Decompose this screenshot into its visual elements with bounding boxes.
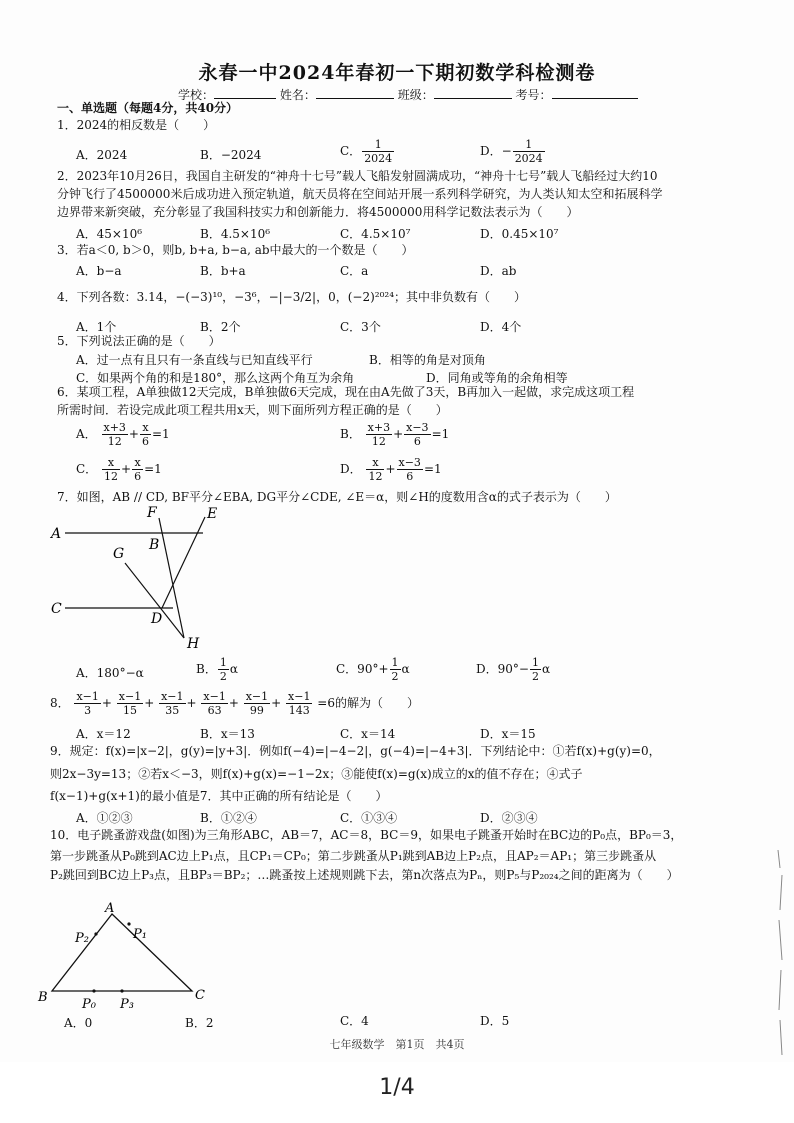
fraction-denominator: 12 <box>371 435 386 448</box>
fraction-numerator: x−1 <box>118 690 142 703</box>
line-fh <box>159 518 184 638</box>
q3-option-d: D．ab <box>480 264 517 278</box>
label-b: B <box>38 990 48 1005</box>
fraction-numerator: 1 <box>391 656 399 669</box>
fraction-denominator: 6 <box>413 435 421 448</box>
q1-option-d-label: D．− <box>480 144 512 158</box>
fraction-denominator: 6 <box>406 470 414 483</box>
q3-option-c: C．a <box>340 264 369 278</box>
q2-option-d: D．0.45×10⁷ <box>480 227 559 241</box>
fraction-numerator: x−1 <box>76 690 99 703</box>
equals-one: =1 <box>151 427 170 441</box>
q6-option-a-label: A． <box>76 427 97 441</box>
q8-rhs: =6的解为（ ） <box>317 696 419 710</box>
label-p1: P₁ <box>133 927 147 942</box>
fraction-denominator: 35 <box>165 704 180 717</box>
plus-sign: + <box>186 696 197 710</box>
q1-option-a: A．2024 <box>76 148 128 162</box>
plus-sign: + <box>121 462 132 476</box>
plus-sign: + <box>228 696 239 710</box>
q1-option-d <box>480 138 546 165</box>
q10-option-b: B．2 <box>185 1016 214 1030</box>
point-p1 <box>127 922 130 925</box>
q6-d-fraction-2 <box>397 456 423 483</box>
fraction-numerator: x+3 <box>367 421 391 434</box>
section-title: 一、单选题（每题4分，共40分） <box>57 101 239 115</box>
label-a: A <box>51 526 62 542</box>
name-label: 姓名： <box>279 88 316 102</box>
class-label: 班级： <box>397 88 434 102</box>
q10-figure <box>35 898 225 1013</box>
fraction-numerator: x <box>102 456 120 470</box>
alpha: α <box>229 662 238 676</box>
q9-option-d: D．②③④ <box>480 811 538 825</box>
plus-sign: + <box>101 696 112 710</box>
question-2-line-1: 2．2023年10月26日，我国自主研发的“神舟十七号”载人飞船发射圆满成功，“神舟十七号”载人飞船经过大约10 <box>57 169 658 183</box>
q8-term-6 <box>286 690 312 717</box>
fraction-numerator: 1 <box>219 656 227 669</box>
fraction-numerator: x−1 <box>245 690 269 703</box>
label-f: F <box>147 505 157 521</box>
q10-option-c: C．4 <box>340 1014 369 1028</box>
q6-c-fraction-2 <box>132 456 143 483</box>
q1-option-c-fraction <box>362 138 394 165</box>
label-g: G <box>113 546 125 562</box>
equals-one: =1 <box>423 462 442 476</box>
q9-option-b: B．①②④ <box>200 811 257 825</box>
label-e: E <box>207 506 218 522</box>
label-a: A <box>105 901 115 916</box>
q8-option-d: D．x＝15 <box>480 727 536 741</box>
fraction-denominator: 2 <box>219 670 227 683</box>
point-p3 <box>120 989 123 992</box>
q8-term-2 <box>117 690 143 717</box>
q6-option-a <box>76 421 170 448</box>
q5-option-d: D．同角或等角的余角相等 <box>426 371 568 385</box>
label-b: B <box>149 537 160 553</box>
q1-option-c <box>340 138 395 165</box>
q3-option-b: B．b+a <box>200 264 246 278</box>
class-blank <box>434 86 512 99</box>
label-p2: P₂ <box>75 931 89 946</box>
student-info-row <box>178 86 638 103</box>
q4-option-b: B．2个 <box>200 320 241 334</box>
q8-term-5 <box>244 690 270 717</box>
fraction-numerator: 1 <box>513 138 545 152</box>
fraction-denominator: 12 <box>104 470 119 483</box>
equals-one: =1 <box>431 427 450 441</box>
label-h: H <box>187 636 200 652</box>
question-5-stem: 5．下列说法正确的是（ ） <box>57 334 221 348</box>
half-fraction <box>218 656 229 683</box>
fraction-numerator: x−1 <box>161 690 184 703</box>
question-3-stem: 3．若a＜0, b＞0，则b, b+a, b−a, ab中最大的一个数是（ ） <box>57 243 414 257</box>
q1-option-c-label: C． <box>340 144 362 158</box>
q6-b-fraction-2 <box>404 421 430 448</box>
q6-option-d-label: D． <box>340 462 362 476</box>
point-p0 <box>92 989 95 992</box>
alpha: α <box>401 662 410 676</box>
fraction-numerator: x <box>132 456 143 470</box>
fraction-denominator: 143 <box>288 704 310 717</box>
question-1-stem: 1．2024的相反数是（ ） <box>57 118 216 132</box>
q6-option-b <box>340 421 449 448</box>
fraction-denominator: 6 <box>134 470 142 483</box>
q6-option-b-label: B． <box>340 427 361 441</box>
q6-option-d <box>340 456 442 483</box>
fraction-denominator: 63 <box>207 704 222 717</box>
q7-option-b <box>196 656 238 683</box>
q8-term-4 <box>201 690 227 717</box>
fraction-numerator: 1 <box>531 656 539 669</box>
scan-edge-marks <box>770 850 790 1060</box>
fraction-numerator: x−3 <box>398 456 421 469</box>
question-2-line-3: 边界带来新突破，充分彰显了我国科技实力和创新能力．将4500000用科学记数法表示为（ ） <box>57 205 579 219</box>
q2-option-a: A．45×10⁶ <box>76 227 143 241</box>
q3-option-a: A．b−a <box>76 264 122 278</box>
q4-option-c: C．3个 <box>340 320 381 334</box>
q1-option-d-fraction <box>513 138 545 165</box>
fraction-numerator: 1 <box>362 138 394 152</box>
fraction-denominator: 12 <box>107 435 122 448</box>
question-2-line-2: 分钟飞行了4500000米后成功进入预定轨道，航天员将在空间站开展一系列科学研究，为人类认知太空和拓展科学 <box>57 187 663 201</box>
plus-sign: + <box>393 427 404 441</box>
q9-option-c: C．①③④ <box>340 811 398 825</box>
question-10-line-3: P₂跳回到BC边上P₃点，且BP₃＝BP₂；…跳蚤按上述规则跳下去，第n次落点为Pₙ，则P₅与P₂₀₂₄之间的距离为（ ） <box>50 868 679 882</box>
fraction-numerator: x <box>366 456 384 470</box>
plus-sign: + <box>144 696 155 710</box>
q7-option-a: A．180°−α <box>76 666 144 680</box>
q6-option-c <box>76 456 162 483</box>
label-p3: P₃ <box>120 997 134 1012</box>
q10-option-d: D．5 <box>480 1014 510 1028</box>
school-label: 学校： <box>178 88 215 102</box>
q6-b-fraction-1 <box>366 421 392 448</box>
q7-option-b-label: B． <box>196 662 217 676</box>
fraction-denominator: 12 <box>368 470 383 483</box>
fraction-denominator: 3 <box>84 704 92 717</box>
q7-option-d <box>476 656 550 683</box>
q7-figure <box>45 505 245 655</box>
q5-option-a: A．过一点有且只有一条直线与已知直线平行 <box>76 353 313 367</box>
q8-option-c: C．x＝14 <box>340 727 396 741</box>
name-blank <box>316 86 394 99</box>
fraction-denominator: 2 <box>391 670 399 683</box>
question-9-line-2: 则2x−3y=13；②若x＜−3，则f(x)+g(x)=−1−2x；③能使f(x)=g(x)成立的x的值不存在；④式子 <box>50 767 583 781</box>
q8-term-1 <box>74 690 100 717</box>
q9-option-a: A．①②③ <box>76 811 133 825</box>
label-c: C <box>51 601 62 617</box>
label-p0: P₀ <box>82 997 96 1012</box>
fraction-numerator: x+3 <box>103 421 126 434</box>
fraction-numerator: x <box>140 421 151 435</box>
q5-option-b: B．相等的角是对顶角 <box>369 353 486 367</box>
point-p2 <box>94 932 97 935</box>
question-8-label: 8． <box>50 696 70 710</box>
q2-option-b: B．4.5×10⁶ <box>200 227 271 241</box>
fraction-denominator: 2 <box>531 670 539 683</box>
q6-option-c-label: C． <box>76 462 98 476</box>
page-footer: 七年级数学 第1页 共4页 <box>329 1038 465 1051</box>
q6-c-fraction-1 <box>102 456 120 483</box>
q8-option-b: B．x＝13 <box>200 727 255 741</box>
plus-sign: + <box>128 427 139 441</box>
q8-term-3 <box>159 690 185 717</box>
question-8-equation <box>50 690 419 717</box>
question-6-line-2: 所需时间．若设完成此项工程共用x天，则下面所列方程正确的是（ ） <box>57 403 448 417</box>
page-counter: 1/4 <box>379 1075 415 1100</box>
triangle-abc <box>52 914 192 991</box>
equals-one: =1 <box>144 462 162 476</box>
q7-option-d-label: D．90°− <box>476 662 529 676</box>
question-10-line-2: 第一步跳蚤从P₀跳到AC边上P₁点，且CP₁＝CP₀；第二步跳蚤从P₁跳到AB边上P₂点，且AP₂＝AP₁；第三步跳蚤从 <box>50 849 657 863</box>
number-blank <box>552 86 638 99</box>
fraction-denominator: 2024 <box>514 152 543 165</box>
question-9-line-1: 9．规定：f(x)=|x−2|，g(y)=|y+3|．例如f(−4)=|−4−2|，g(−4)=|−4+3|．下列结论中：①若f(x)+g(y)=0， <box>50 744 661 758</box>
number-label: 考号： <box>515 88 552 102</box>
half-fraction <box>390 656 401 683</box>
fraction-denominator: 15 <box>122 704 137 717</box>
fraction-numerator: x−3 <box>406 421 429 434</box>
question-7-stem: 7．如图，AB // CD, BF平分∠EBA, DG平分∠CDE, ∠E＝α，则∠H的度数用含α的式子表示为（ ） <box>57 490 617 504</box>
fraction-denominator: 2024 <box>364 152 393 165</box>
question-6-line-1: 6．某项工程，A单独做12天完成，B单独做6天完成，现在由A先做了3天，B再加入一起做，求完成这项工程 <box>57 385 635 399</box>
label-d: D <box>151 611 163 627</box>
label-c: C <box>195 988 205 1003</box>
q2-option-c: C．4.5×10⁷ <box>340 227 411 241</box>
half-fraction <box>530 656 541 683</box>
fraction-denominator: 99 <box>249 704 264 717</box>
q7-option-c <box>336 656 410 683</box>
q4-option-d: D．4个 <box>480 320 522 334</box>
fraction-numerator: x−1 <box>203 690 226 703</box>
fraction-denominator: 6 <box>141 435 149 448</box>
q8-option-a: A．x＝12 <box>76 727 131 741</box>
q6-a-fraction-1 <box>102 421 128 448</box>
school-blank <box>214 86 276 99</box>
alpha: α <box>541 662 551 676</box>
fraction-numerator: x−1 <box>288 690 311 703</box>
q10-option-a: A．0 <box>64 1016 93 1030</box>
question-4-stem: 4．下列各数：3.14，−(−3)¹⁰，−3⁶，−|−3/2|，0，(−2)²⁰²⁴；其中非负数有（ ） <box>57 290 527 304</box>
q6-d-fraction-1 <box>366 456 384 483</box>
question-10-line-1: 10．电子跳蚤游戏盘(如图)为三角形ABC，AB＝7，AC＝8，BC＝9，如果电子跳蚤开始时在BC边的P₀点，BP₀＝3， <box>50 828 683 842</box>
q7-option-c-label: C．90°+ <box>336 662 389 676</box>
q4-option-a: A．1个 <box>76 320 117 334</box>
question-9-line-3: f(x−1)+g(x+1)的最小值是7．其中正确的所有结论是（ ） <box>50 789 388 803</box>
q1-option-b: B．−2024 <box>200 148 262 162</box>
plus-sign: + <box>271 696 282 710</box>
plus-sign: + <box>385 462 396 476</box>
page-title: 永春一中2024年春初一下期初数学科检测卷 <box>198 62 596 84</box>
q5-option-c: C．如果两个角的和是180°，那么这两个角互为余角 <box>76 371 355 385</box>
q6-a-fraction-2 <box>140 421 151 448</box>
